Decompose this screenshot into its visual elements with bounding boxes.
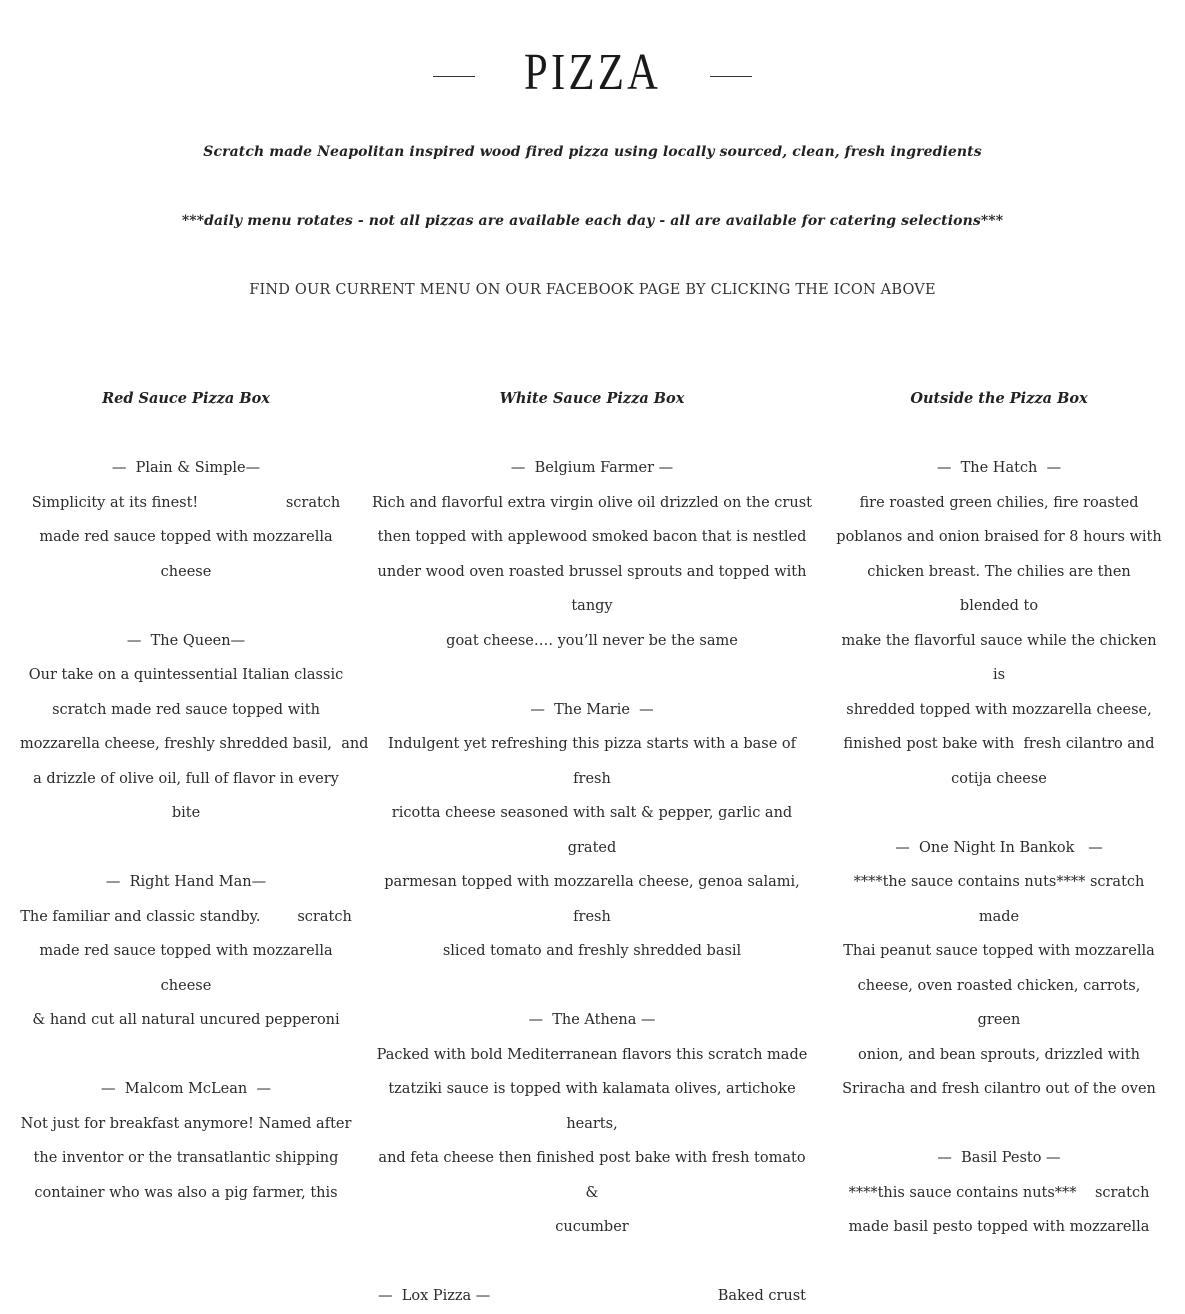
description-line: chicken breast. The chilies are then blended to xyxy=(867,563,1131,614)
column-heading: Red Sauce Pizza Box xyxy=(102,390,270,407)
page-title: PIZZA xyxy=(523,44,662,101)
pizza-name: — Basil Pesto — xyxy=(937,1150,1061,1166)
description-line: Our take on a quintessential Italian classic xyxy=(28,667,344,683)
description-line: fire roasted green chilies, fire roasted xyxy=(859,494,1139,511)
description-line: The familiar and classic standby. scratch xyxy=(20,908,352,925)
pizza-name: — One Night In Bankok — xyxy=(895,839,1103,856)
description-line: then topped with applewood smoked bacon that is nestled xyxy=(377,529,807,545)
pizza-name: — Belgium Farmer — xyxy=(510,460,674,476)
title-left-dash xyxy=(433,76,475,77)
pizza-description xyxy=(836,865,1162,1107)
description-line: Simplicity at its finest! scratch xyxy=(31,494,341,511)
pizza-description xyxy=(20,1107,352,1211)
pizza-description xyxy=(372,1038,812,1245)
daily-menu-notice: ***daily menu rotates - not all pizzas are available each day - all are available for catering selections*** xyxy=(181,213,1004,229)
pizza-description xyxy=(20,486,352,590)
outside-box-column xyxy=(836,382,1162,1279)
column-heading: White Sauce Pizza Box xyxy=(499,390,685,407)
description-line: container who was also a pig farmer, this xyxy=(34,1184,338,1201)
description-line: finished post bake with fresh cilantro and xyxy=(843,736,1155,752)
description-line: Packed with bold Mediterranean flavors this scratch made xyxy=(376,1046,808,1063)
description-line: scratch made red sauce topped with xyxy=(52,701,320,718)
title-right-dash xyxy=(710,76,752,77)
description-line: shredded topped with mozzarella cheese, xyxy=(846,701,1152,718)
description-line: mozzarella cheese, freshly shredded basil, and xyxy=(20,736,369,752)
pizza-name-trailing: Baked crust xyxy=(717,1288,806,1304)
description-line: made basil pesto topped with mozzarella xyxy=(848,1219,1150,1235)
pizza-name: — The Marie — xyxy=(530,701,654,718)
find-menu-text: FIND OUR CURRENT MENU ON OUR FACEBOOK PAGE BY CLICKING THE ICON ABOVE xyxy=(249,282,936,298)
page-header xyxy=(0,42,1185,104)
description-line: sliced tomato and freshly shredded basil xyxy=(442,943,742,959)
description-line: tzatziki sauce is topped with kalamata olives, artichoke hearts, xyxy=(388,1081,796,1132)
pizza-description xyxy=(372,486,812,659)
description-line: made red sauce topped with mozzarella cheese xyxy=(39,943,333,994)
description-line: and feta cheese then finished post bake with fresh tomato & xyxy=(378,1150,806,1201)
pizza-description xyxy=(836,1176,1162,1245)
white-sauce-column xyxy=(372,382,812,1314)
description-line: a drizzle of olive oil, full of flavor in every bite xyxy=(33,770,339,821)
pizza-name-row xyxy=(372,1279,812,1314)
description-line: parmesan topped with mozzarella cheese, genoa salami, fresh xyxy=(384,874,800,925)
description-line: under wood oven roasted brussel sprouts and topped with tangy xyxy=(377,563,807,614)
description-line: the inventor or the transatlantic shipping xyxy=(33,1150,339,1166)
description-line: Rich and flavorful extra virgin olive oil drizzled on the crust xyxy=(372,494,812,511)
description-line: made red sauce topped with mozzarella cheese xyxy=(39,529,333,580)
column-heading: Outside the Pizza Box xyxy=(910,390,1088,407)
description-line: Not just for breakfast anymore! Named after xyxy=(20,1115,352,1132)
description-line: cheese, oven roasted chicken, carrots, green xyxy=(857,977,1141,1028)
pizza-description xyxy=(20,658,369,831)
description-line: Indulgent yet refreshing this pizza starts with a base of fresh xyxy=(388,736,796,787)
pizza-name: — The Athena — xyxy=(528,1012,656,1028)
pizza-name: — Lox Pizza — xyxy=(378,1288,491,1304)
pizza-description xyxy=(836,486,1162,797)
description-line: cotija cheese xyxy=(951,770,1047,787)
description-line: ****this sauce contains nuts*** scratch xyxy=(848,1184,1150,1201)
description-line: Sriracha and fresh cilantro out of the oven xyxy=(842,1081,1156,1097)
description-line: & hand cut all natural uncured pepperoni xyxy=(32,1012,340,1028)
pizza-name: — Malcom McLean — xyxy=(101,1081,271,1097)
description-line: ****the sauce contains nuts**** scratch made xyxy=(853,874,1145,925)
pizza-description xyxy=(20,900,352,1038)
tagline: Scratch made Neapolitan inspired wood fired pizza using locally sourced, clean, fresh ingredients xyxy=(203,144,982,160)
pizza-name: — The Hatch — xyxy=(936,460,1062,476)
pizza-description xyxy=(372,727,812,969)
pizza-name: — The Queen— xyxy=(126,632,246,649)
description-line: Thai peanut sauce topped with mozzarella xyxy=(843,943,1155,959)
description-line: ricotta cheese seasoned with salt & pepper, garlic and grated xyxy=(391,805,793,856)
description-line: make the flavorful sauce while the chicken is xyxy=(841,632,1157,683)
title-row xyxy=(0,42,1185,104)
pizza-name: — Right Hand Man— xyxy=(105,874,267,890)
description-line: goat cheese…. you’ll never be the same xyxy=(446,632,738,649)
description-line: poblanos and onion braised for 8 hours with xyxy=(836,529,1162,545)
red-sauce-column xyxy=(20,382,369,1245)
description-line: onion, and bean sprouts, drizzled with xyxy=(858,1046,1140,1063)
pizza-name: — Plain & Simple— xyxy=(111,460,261,476)
description-line: cucumber xyxy=(555,1219,629,1235)
